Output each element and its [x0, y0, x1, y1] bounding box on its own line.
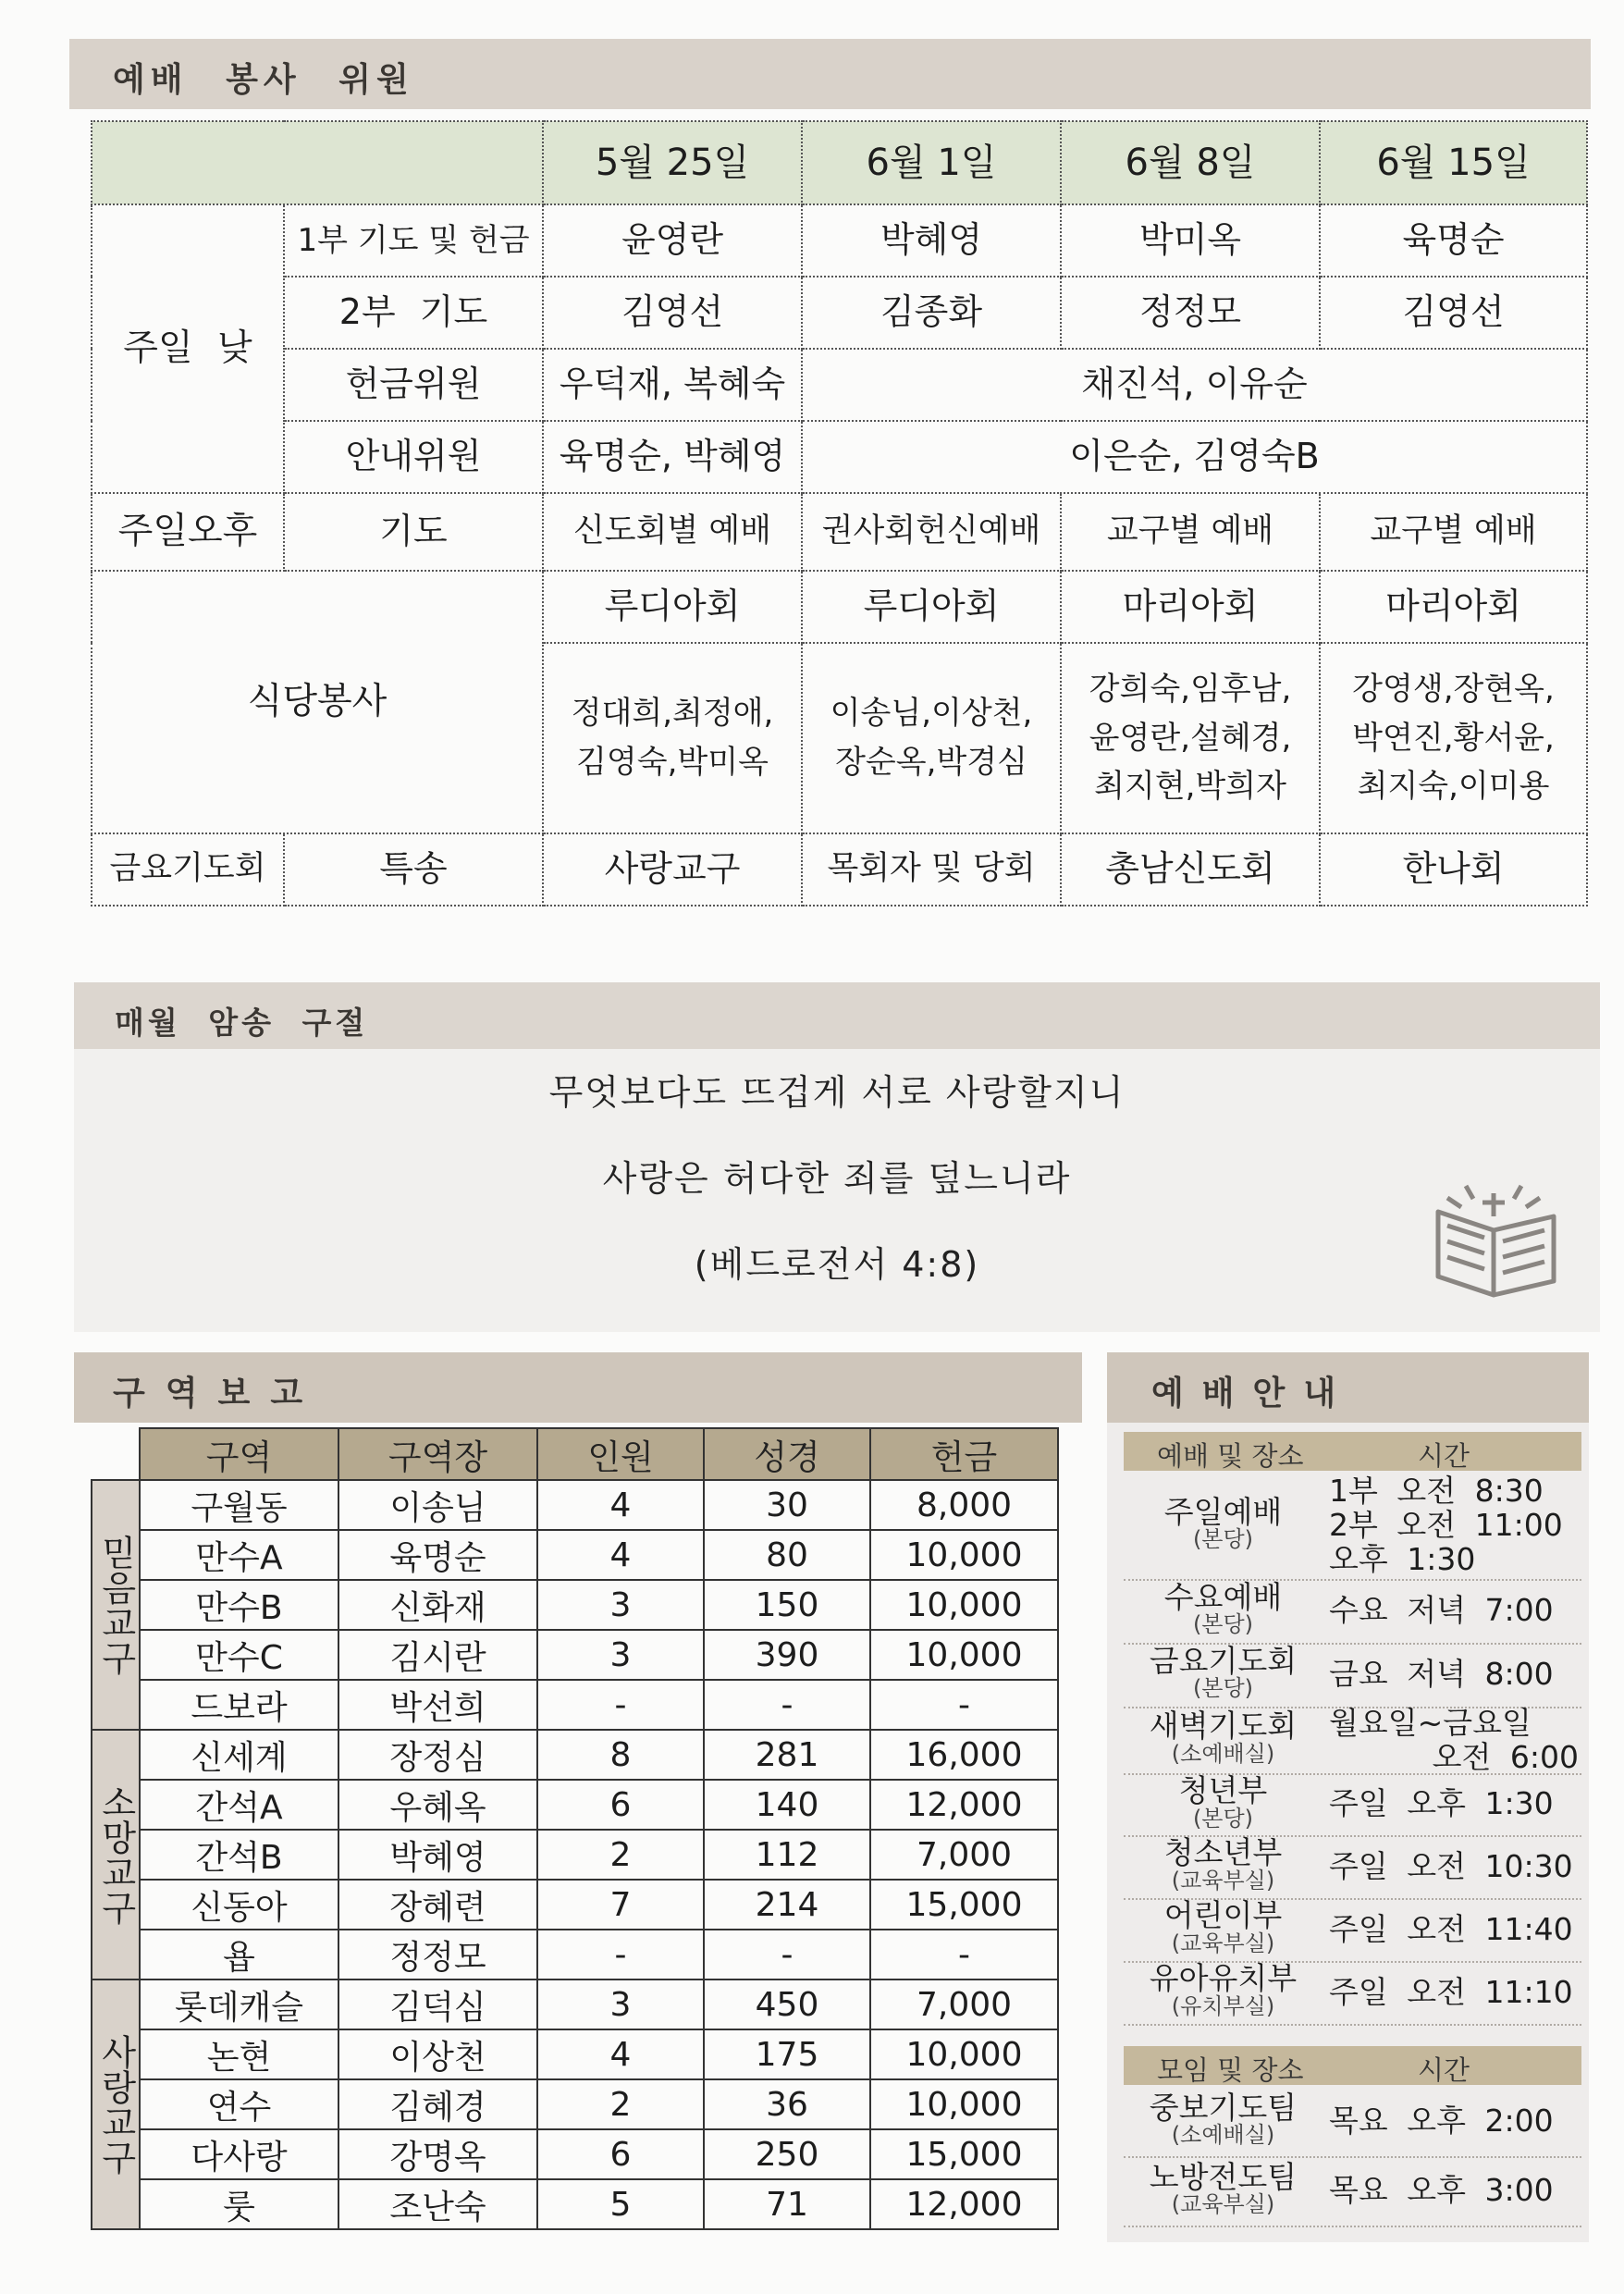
role-label: 기도	[284, 493, 543, 571]
table-cell: 강명옥	[338, 2129, 537, 2179]
service-row	[1124, 1898, 1581, 1963]
kitchen-group: 루디아회	[543, 571, 802, 643]
table-row	[92, 1730, 1058, 1780]
table-cell: 김시란	[338, 1630, 537, 1680]
row-name	[1124, 2158, 1323, 2218]
row-title: 어린이부	[1163, 1897, 1283, 1933]
duty-cell: 육명순, 박혜영	[543, 421, 802, 493]
time-line: 2부 오전 11:00	[1329, 1506, 1563, 1543]
row-name	[1124, 1642, 1323, 1702]
row-title: 청년부	[1178, 1772, 1268, 1808]
table-cell: 10,000	[870, 2029, 1058, 2079]
table-cell: 30	[704, 1480, 870, 1530]
table-cell: 214	[704, 1880, 870, 1930]
table-cell: 12,000	[870, 2179, 1058, 2229]
table-cell: 장정심	[338, 1730, 537, 1780]
duty-cell: 한나회	[1320, 833, 1587, 906]
table-cell: 이송님	[338, 1480, 537, 1530]
table-row	[92, 1980, 1058, 2029]
corner-cell	[92, 121, 543, 204]
verse-line-1: 무엇보다도 뜨겁게 서로 사랑할지니	[548, 1072, 1126, 1113]
table-cell: 만수B	[140, 1580, 338, 1630]
row-title: 중보기도팀	[1149, 2089, 1298, 2126]
table-cell: 논현	[140, 2029, 338, 2079]
row-place: (본당)	[1192, 1611, 1254, 1638]
table-cell: 드보라	[140, 1680, 338, 1730]
table-cell: 박선희	[338, 1680, 537, 1730]
time-line: 오후 1:30	[1329, 1540, 1476, 1577]
table-cell: 10,000	[870, 1630, 1058, 1680]
table-cell: 8	[537, 1730, 704, 1780]
table-cell: -	[704, 1680, 870, 1730]
kitchen-members	[1320, 643, 1587, 833]
friday-label: 금요기도회	[92, 833, 284, 906]
table-row	[92, 2079, 1058, 2129]
member-line: 강희숙,임후남,	[1089, 670, 1292, 708]
table-cell: 250	[704, 2129, 870, 2179]
role-label: 1부 기도 및 헌금	[284, 204, 543, 277]
table-cell: 신세계	[140, 1730, 338, 1780]
service-row	[1124, 1961, 1581, 2026]
table-cell: 연수	[140, 2079, 338, 2129]
table-cell: 15,000	[870, 2129, 1058, 2179]
service-row	[1124, 1835, 1581, 1900]
verse-title: 매월 암송 구절	[115, 1005, 369, 1041]
row-name	[1124, 1710, 1323, 1766]
table-row	[92, 1780, 1058, 1830]
column-header: 헌금	[870, 1428, 1058, 1480]
duty-cell: 박혜영	[802, 204, 1061, 277]
table-cell: 112	[704, 1830, 870, 1880]
table-cell: 장혜련	[338, 1880, 537, 1930]
table-cell: 4	[537, 2029, 704, 2079]
table-cell: 281	[704, 1730, 870, 1780]
time-line: 1부 오전 8:30	[1329, 1473, 1544, 1509]
table-cell: 구월동	[140, 1480, 338, 1530]
duty-cell: 박미옥	[1061, 204, 1320, 277]
duty-cell: 총남신도회	[1061, 833, 1320, 906]
row-name	[1124, 1772, 1323, 1832]
table-cell: 6	[537, 1780, 704, 1830]
time-line: 주일 오후 1:30	[1329, 1785, 1554, 1821]
row-place: (본당)	[1192, 1675, 1254, 1702]
member-line: 강영생,장현옥,	[1352, 670, 1555, 708]
kitchen-group: 마리아회	[1061, 571, 1320, 643]
duty-title: 예배 봉사 위원	[113, 61, 414, 99]
row-title: 금요기도회	[1149, 1642, 1298, 1679]
table-cell: 조난숙	[338, 2179, 537, 2229]
role-label: 2부 기도	[284, 277, 543, 349]
member-line: 장순옥,박경심	[835, 744, 1027, 781]
table-row	[92, 2179, 1058, 2229]
member-line: 김영숙,박미옥	[576, 744, 769, 781]
member-line: 윤영란,설혜경,	[1089, 719, 1292, 757]
table-cell: 7	[537, 1880, 704, 1930]
table-cell: 10,000	[870, 1530, 1058, 1580]
header-time: 시간	[1418, 2054, 1470, 2086]
district-group-label: 사랑교구	[92, 1980, 140, 2229]
row-time	[1329, 1787, 1579, 1821]
duty-cell: 김종화	[802, 277, 1061, 349]
row-name	[1124, 1578, 1323, 1638]
row-time	[1329, 2174, 1579, 2208]
sunday-pm-label: 주일오후	[92, 493, 284, 571]
time-line: 주일 오전 11:40	[1329, 1910, 1573, 1947]
table-cell: 150	[704, 1580, 870, 1630]
table-cell: 3	[537, 1580, 704, 1630]
time-line: 주일 오전 10:30	[1329, 1847, 1573, 1884]
table-cell: 만수C	[140, 1630, 338, 1680]
table-cell: 16,000	[870, 1730, 1058, 1780]
role-label: 안내위원	[284, 421, 543, 493]
row-title: 수요예배	[1163, 1578, 1283, 1615]
role-label: 특송	[284, 833, 543, 906]
kitchen-label: 식당봉사	[92, 571, 543, 833]
verse-reference: (베드로전서 4:8)	[694, 1244, 980, 1285]
table-cell: 450	[704, 1980, 870, 2029]
table-cell: -	[870, 1930, 1058, 1980]
table-cell: 우혜옥	[338, 1780, 537, 1830]
kitchen-members	[543, 643, 802, 833]
row-place: (교육부실)	[1171, 1930, 1275, 1956]
kitchen-group: 마리아회	[1320, 571, 1587, 643]
table-cell: 12,000	[870, 1780, 1058, 1830]
table-cell: 다사랑	[140, 2129, 338, 2179]
meeting-table-header	[1124, 2046, 1581, 2085]
duty-cell: 우덕재, 복혜숙	[543, 349, 802, 421]
duty-cell: 신도회별 예배	[543, 493, 802, 571]
corner-cell	[92, 1428, 140, 1480]
service-row	[1124, 1707, 1581, 1775]
table-cell: -	[537, 1680, 704, 1730]
duty-cell-merged: 이은순, 김영숙B	[802, 421, 1587, 493]
header-time: 시간	[1418, 1440, 1470, 1472]
region-report-body	[92, 1480, 1058, 2229]
row-time	[1329, 2104, 1579, 2139]
row-time	[1329, 1973, 1579, 2010]
table-cell: 6	[537, 2129, 704, 2179]
duty-cell: 윤영란	[543, 204, 802, 277]
duty-cell-merged: 채진석, 이유순	[802, 349, 1587, 421]
table-cell: 만수A	[140, 1530, 338, 1580]
table-cell: 80	[704, 1530, 870, 1580]
header-place: 예배 및 장소	[1157, 1440, 1304, 1472]
member-line: 최지숙,이미용	[1357, 768, 1550, 806]
duty-cell: 목회자 및 당회	[802, 833, 1061, 906]
row-time	[1329, 1847, 1579, 1884]
table-cell: 룻	[140, 2179, 338, 2229]
column-header: 구역장	[338, 1428, 537, 1480]
table-cell: 간석B	[140, 1830, 338, 1880]
table-cell: 3	[537, 1980, 704, 2029]
date-header: 6월 15일	[1320, 121, 1587, 204]
row-time	[1329, 1594, 1579, 1628]
sunday-day-label: 주일 낮	[92, 204, 284, 493]
table-cell: 5	[537, 2179, 704, 2229]
table-cell: 4	[537, 1480, 704, 1530]
table-cell: 육명순	[338, 1530, 537, 1580]
row-name	[1124, 1493, 1323, 1553]
time-line: 목요 오후 2:00	[1329, 2103, 1554, 2139]
table-cell: 박혜영	[338, 1830, 537, 1880]
time-line: 금요 저녁 8:00	[1329, 1656, 1554, 1692]
table-cell: 2	[537, 2079, 704, 2129]
table-row	[92, 1630, 1058, 1680]
table-row	[92, 1830, 1058, 1880]
column-header: 성경	[704, 1428, 870, 1480]
report-title: 구역보고	[113, 1375, 324, 1412]
district-group-label: 믿음교구	[92, 1480, 140, 1730]
row-name	[1124, 1834, 1323, 1893]
table-cell: 15,000	[870, 1880, 1058, 1930]
row-place: (교육부실)	[1171, 2191, 1275, 2218]
table-row	[92, 2029, 1058, 2079]
row-place: (본당)	[1192, 1805, 1254, 1832]
duty-table	[91, 120, 1588, 906]
row-name	[1124, 1897, 1323, 1956]
table-cell: 175	[704, 2029, 870, 2079]
service-row	[1124, 1773, 1581, 1837]
table-cell: 10,000	[870, 1580, 1058, 1630]
row-name	[1124, 2089, 1323, 2149]
table-cell: 36	[704, 2079, 870, 2129]
region-report-table	[91, 1427, 1059, 2230]
table-row	[92, 2129, 1058, 2179]
table-cell: 140	[704, 1780, 870, 1830]
table-cell: 390	[704, 1630, 870, 1680]
table-cell: 4	[537, 1530, 704, 1580]
meeting-row	[1124, 2156, 1581, 2227]
row-time	[1329, 1707, 1579, 1775]
duty-cell: 김영선	[1320, 277, 1587, 349]
row-place: (본당)	[1192, 1526, 1254, 1553]
row-title: 청소년부	[1163, 1834, 1283, 1870]
row-title: 유아유치부	[1149, 1960, 1298, 1996]
time-line: 목요 오후 3:00	[1329, 2172, 1554, 2208]
table-cell: -	[704, 1930, 870, 1980]
duty-cell: 사랑교구	[543, 833, 802, 906]
table-cell: 8,000	[870, 1480, 1058, 1530]
table-cell: 정정모	[338, 1930, 537, 1980]
row-title: 새벽기도회	[1149, 1708, 1298, 1744]
row-place: (교육부실)	[1171, 1867, 1275, 1893]
kitchen-members	[802, 643, 1061, 833]
duty-cell: 교구별 예배	[1061, 493, 1320, 571]
table-row	[92, 1930, 1058, 1980]
member-line: 박연진,황서윤,	[1352, 719, 1555, 757]
row-place: (소예배실)	[1171, 1740, 1275, 1767]
row-time	[1329, 1658, 1579, 1692]
table-cell: -	[870, 1680, 1058, 1730]
kitchen-members	[1061, 643, 1320, 833]
table-cell: 7,000	[870, 1830, 1058, 1880]
row-place: (유치부실)	[1171, 1992, 1275, 2019]
duty-cell: 교구별 예배	[1320, 493, 1587, 571]
service-row	[1124, 1579, 1581, 1645]
date-header: 6월 1일	[802, 121, 1061, 204]
duty-cell: 권사회헌신예배	[802, 493, 1061, 571]
table-row	[92, 1680, 1058, 1730]
open-bible-icon	[1420, 1175, 1577, 1314]
row-time	[1329, 1910, 1579, 1947]
table-row	[92, 1480, 1058, 1530]
service-row	[1124, 1643, 1581, 1708]
duty-cell: 정정모	[1061, 277, 1320, 349]
member-line: 이송님,이상천,	[830, 695, 1033, 733]
column-header: 인원	[537, 1428, 704, 1480]
meeting-row	[1124, 2087, 1581, 2158]
date-header: 5월 25일	[543, 121, 802, 204]
table-cell: 신화재	[338, 1580, 537, 1630]
row-title: 주일예배	[1163, 1493, 1283, 1530]
table-cell: 김덕심	[338, 1980, 537, 2029]
table-cell: 간석A	[140, 1780, 338, 1830]
district-group-label: 소망교구	[92, 1730, 140, 1980]
table-cell: 71	[704, 2179, 870, 2229]
kitchen-group: 루디아회	[802, 571, 1061, 643]
guide-title: 예배안내	[1151, 1375, 1355, 1412]
service-table-header	[1124, 1432, 1581, 1471]
table-cell: 이상천	[338, 2029, 537, 2079]
row-title: 노방전도팀	[1149, 2158, 1298, 2195]
row-time	[1329, 1474, 1579, 1577]
header-place: 모임 및 장소	[1157, 2054, 1304, 2086]
member-line: 최지현,박희자	[1094, 768, 1286, 806]
time-line: 월요일~금요일	[1329, 1705, 1532, 1741]
row-place: (소예배실)	[1171, 2122, 1275, 2149]
table-row	[92, 1530, 1058, 1580]
table-cell: 3	[537, 1630, 704, 1680]
table-cell: 10,000	[870, 2079, 1058, 2129]
table-cell: 2	[537, 1830, 704, 1880]
time-line: 주일 오전 11:10	[1329, 1973, 1573, 2010]
service-row	[1124, 1473, 1581, 1581]
time-line: 수요 저녁 7:00	[1329, 1592, 1554, 1628]
table-row	[92, 1580, 1058, 1630]
date-header: 6월 8일	[1061, 121, 1320, 204]
table-row	[92, 1880, 1058, 1930]
column-header: 구역	[140, 1428, 338, 1480]
table-cell: 7,000	[870, 1980, 1058, 2029]
member-line: 정대희,최정애,	[571, 695, 774, 733]
table-cell: -	[537, 1930, 704, 1980]
table-cell: 롯데캐슬	[140, 1980, 338, 2029]
table-cell: 신동아	[140, 1880, 338, 1930]
row-name	[1124, 1960, 1323, 2019]
time-line: 오전 6:00	[1432, 1738, 1579, 1775]
duty-cell: 육명순	[1320, 204, 1587, 277]
table-cell: 욥	[140, 1930, 338, 1980]
role-label: 헌금위원	[284, 349, 543, 421]
verse-line-2: 사랑은 허다한 죄를 덮느니라	[602, 1158, 1072, 1199]
table-cell: 김혜경	[338, 2079, 537, 2129]
duty-cell: 김영선	[543, 277, 802, 349]
